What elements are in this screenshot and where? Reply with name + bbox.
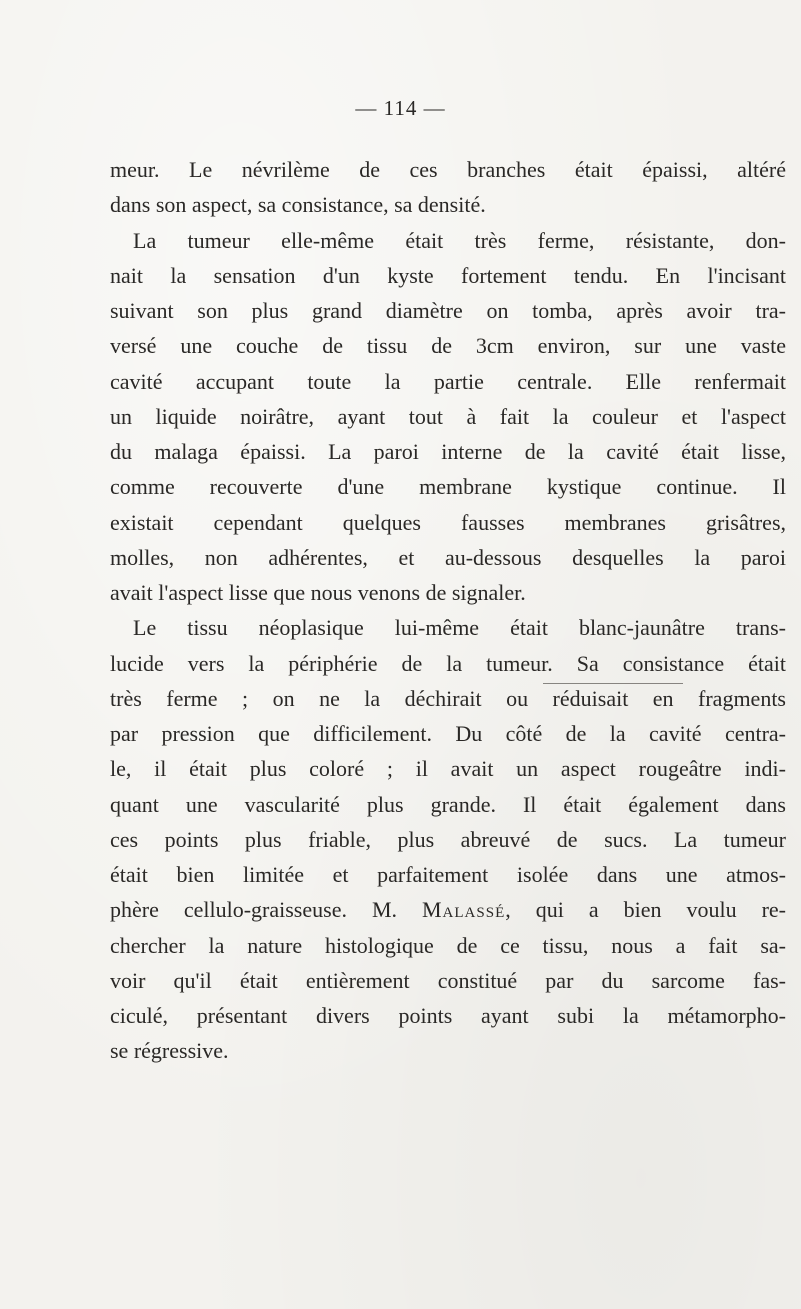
text-line: nait la sensation d'un kyste fortement tendu. En l'incisant <box>110 262 786 288</box>
text-fragment: phère cellulo-graisseuse. M. <box>110 897 422 923</box>
text-line: meur. Le névrilème de ces branches était épaissi, altéré <box>110 157 786 182</box>
text-line: comme recouverte d'une membrane kystique continue. Il <box>110 474 786 500</box>
body-text <box>110 152 786 1069</box>
text-line: avait l'aspect lisse que nous venons de signaler. <box>110 580 526 605</box>
text-line: quant une vascularité plus grande. Il était également dans <box>110 791 786 817</box>
text-line: versé une couche de tissu de 3cm environ, sur une vaste <box>110 333 786 359</box>
author-name: Malassé <box>422 897 506 923</box>
text-line: le, il était plus coloré ; il avait un aspect rougeâtre indi- <box>110 756 786 782</box>
text-line: voir qu'il était entièrement constitué par du sarcome fas- <box>110 967 786 993</box>
text-line: ciculé, présentant divers points ayant subi la métamorpho- <box>110 1003 786 1028</box>
text-line: un liquide noirâtre, ayant tout à fait la couleur et l'aspect <box>110 403 786 429</box>
text-line: par pression que difficilement. Du côté de la cavité centra- <box>110 721 786 746</box>
text-fragment: , qui a bien voulu re- <box>505 897 786 923</box>
text-line: existait cependant quelques fausses membranes grisâtres, <box>110 509 786 535</box>
text-line: suivant son plus grand diamètre on tomba, après avoir tra- <box>110 298 786 323</box>
text-line: molles, non adhérentes, et au-dessous desquelles la paroi <box>110 544 786 570</box>
text-line: cavité accupant toute la partie centrale. Elle renfermait <box>110 368 786 394</box>
text-line: La tumeur elle-même était très ferme, résistante, don- <box>133 227 786 253</box>
text-line: lucide vers la périphérie de la tumeur. Sa consistance était <box>110 650 786 676</box>
text-line: très ferme ; on ne la déchirait ou réduisait en fragments <box>110 685 786 711</box>
text-line: chercher la nature histologique de ce tissu, nous a fait sa- <box>110 932 786 958</box>
text-line: dans son aspect, sa consistance, sa densité. <box>110 192 486 218</box>
text-line: ces points plus friable, plus abreuvé de sucs. La tumeur <box>110 826 786 852</box>
text-line-malasse <box>110 892 786 927</box>
text-line: du malaga épaissi. La paroi interne de la cavité était lisse, <box>110 439 786 464</box>
text-line: Le tissu néoplasique lui-même était blanc-jaunâtre trans- <box>133 615 786 641</box>
section-divider <box>543 683 683 684</box>
page-number: — 114 — <box>355 96 446 120</box>
text-line: se régressive. <box>110 1038 229 1064</box>
text-line: était bien limitée et parfaitement isolée dans une atmos- <box>110 862 786 887</box>
